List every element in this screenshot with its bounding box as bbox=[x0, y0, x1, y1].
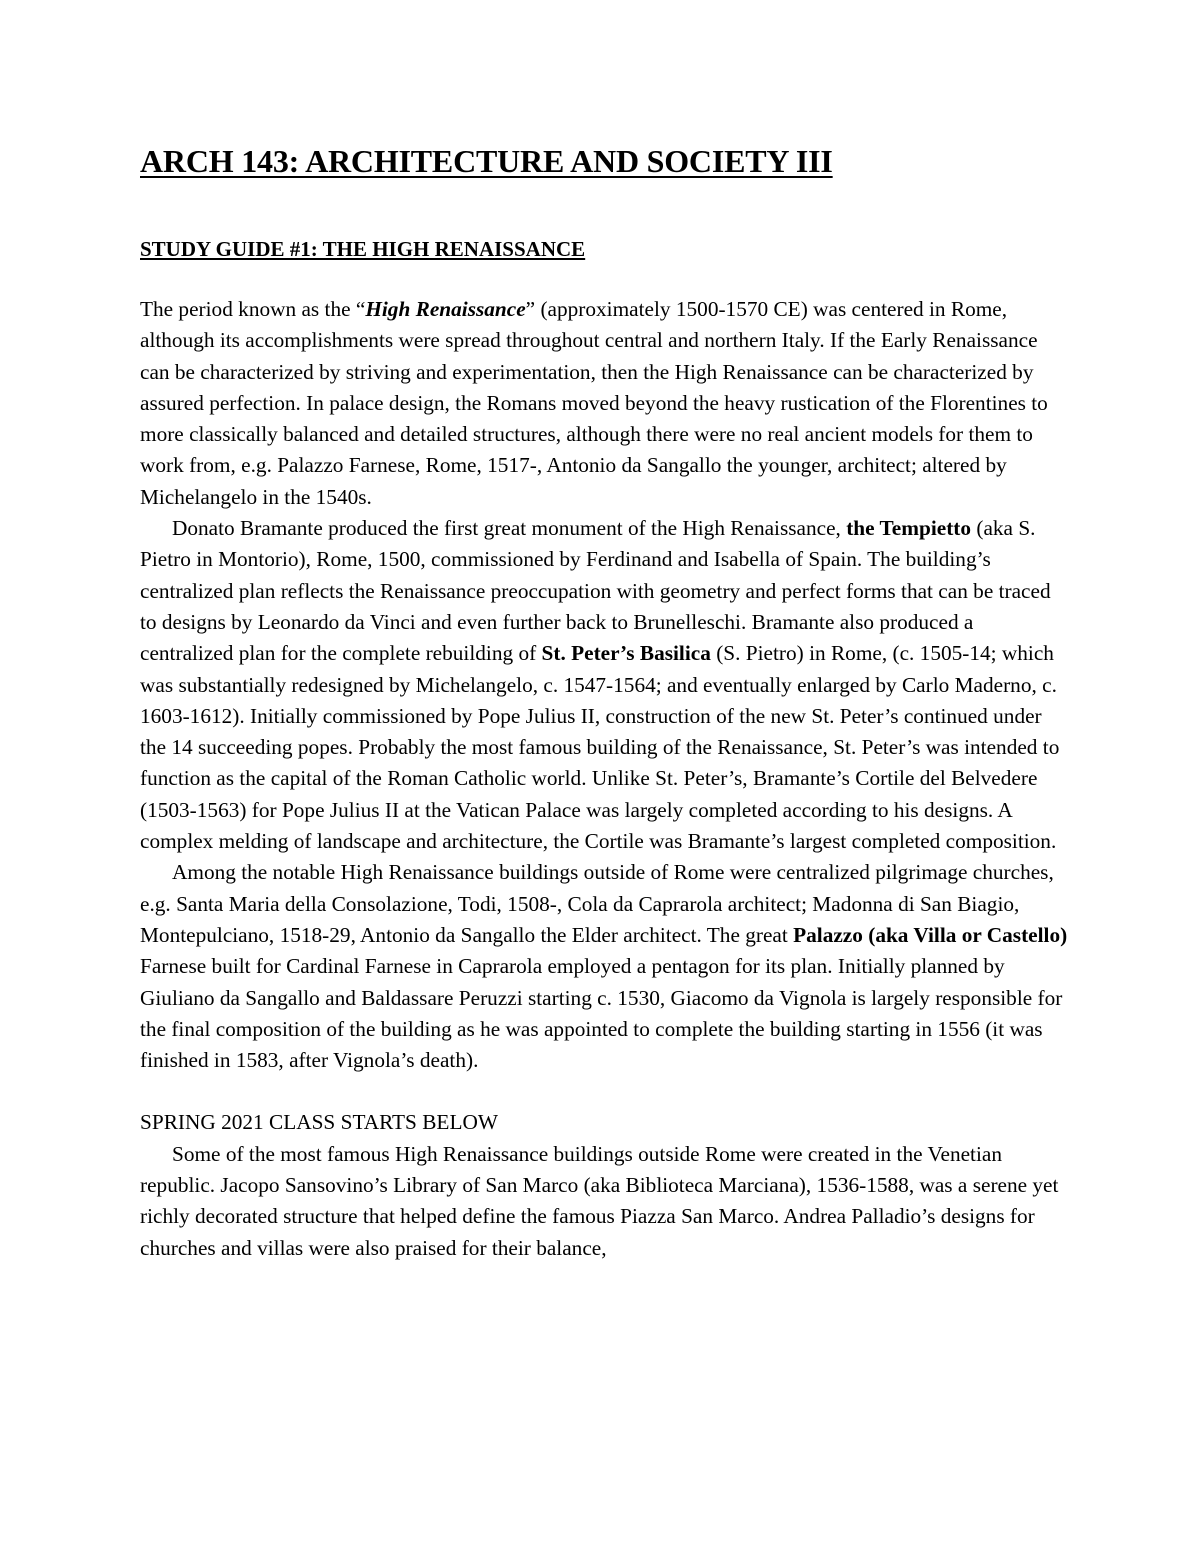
paragraph-outside-rome bbox=[140, 857, 1070, 1076]
paragraph-bramante bbox=[140, 513, 1070, 857]
paragraph-text: Farnese built for Cardinal Farnese in Caprarola employed a pentagon for its plan. Initially planned by Giuliano da Sangallo and Baldassare Peruzzi starting c. 1530, Giacomo da Vignola is largely responsible for the final composition of the building as he was appointed to complete the building starting in 1556 (it was finished in 1583, after Vignola’s death). bbox=[140, 954, 1063, 1073]
paragraph-text: (aka S. Pietro in Montorio), Rome, 1500, commissioned by Ferdinand and Isabella of Spain. The building’s centralized plan reflects the Renaissance preoccupation with geometry and perfect forms that can be traced to designs by Leonardo da Vinci and even further back to Brunelleschi. Bramante also produced a centralized plan for the complete rebuilding of bbox=[140, 516, 1051, 666]
paragraph-venetian bbox=[140, 1139, 1070, 1264]
emphasis-high-renaissance: High Renaissance bbox=[365, 297, 526, 321]
study-guide-heading: STUDY GUIDE #1: THE HIGH RENAISSANCE bbox=[140, 237, 586, 261]
bold-tempietto: the Tempietto bbox=[846, 516, 972, 541]
paragraph-text: Among the notable High Renaissance buildings outside of Rome were centralized pilgrimage churches, e.g. Santa Maria della Consolazione, Todi, 1508-, Cola da Caprarola architect; Madonna di San Biagio, Montepulciano, 1518-29, Antonio da Sangallo the Elder architect. The great bbox=[140, 860, 1054, 947]
section-heading-spring-2021: SPRING 2021 CLASS STARTS BELOW bbox=[140, 1110, 498, 1135]
paragraph-text: Some of the most famous High Renaissance buildings outside Rome were created in the Venetian republic. Jacopo Sansovino’s Library of San Marco (aka Biblioteca Marciana), 1536-1588, was a serene yet richly decorated structure that helped define the famous Piazza San Marco. Andrea Palladio’s designs for churches and villas were also praised for their balance, bbox=[140, 1141, 1059, 1260]
bold-palazzo-farnese: Palazzo (aka Villa or Castello) bbox=[793, 922, 1068, 947]
document-title: ARCH 143: ARCHITECTURE AND SOCIETY III bbox=[140, 143, 833, 179]
paragraph-text: (S. Pietro) in Rome, (c. 1505-14; which was substantially redesigned by Michelangelo, c. 1547-1564; and eventually enlarged by Carlo Maderno, c. 1603-1612). Initially commissioned by Pope Julius II, construction of the new St. Peter’s continued under the 14 succeeding popes. Probably the most famous building of the Renaissance, St. Peter’s was intended to function as the capital of the Roman Catholic world. Unlike St. Peter’s, Bramante’s Cortile del Belvedere (1503-1563) for Pope Julius II at the Vatican Palace was largely completed according to his designs. A complex melding of landscape and architecture, the Cortile was Bramante’s largest completed composition. bbox=[140, 641, 1060, 854]
paragraph-text: Donato Bramante produced the first great monument of the High Renaissance, bbox=[172, 516, 847, 541]
paragraph-text: The period known as the “ bbox=[140, 297, 366, 321]
paragraph-text: ” (approximately 1500-1570 CE) was centered in Rome, although its accomplishments were spread throughout central and northern Italy. If the Early Renaissance can be characterized by striving and experimentation, then the High Renaissance can be characterized by assured perfection. In palace design, the Romans moved beyond the heavy rustication of the Florentines to more classically balanced and detailed structures, although there were no real ancient models for them to work from, e.g. Palazzo Farnese, Rome, 1517-, Antonio da Sangallo the younger, architect; altered by Michelangelo in the 1540s. bbox=[140, 297, 1048, 509]
paragraph-intro bbox=[140, 294, 1070, 513]
bold-st-peters: St. Peter’s Basilica bbox=[541, 641, 711, 666]
document-page bbox=[140, 138, 1070, 1264]
